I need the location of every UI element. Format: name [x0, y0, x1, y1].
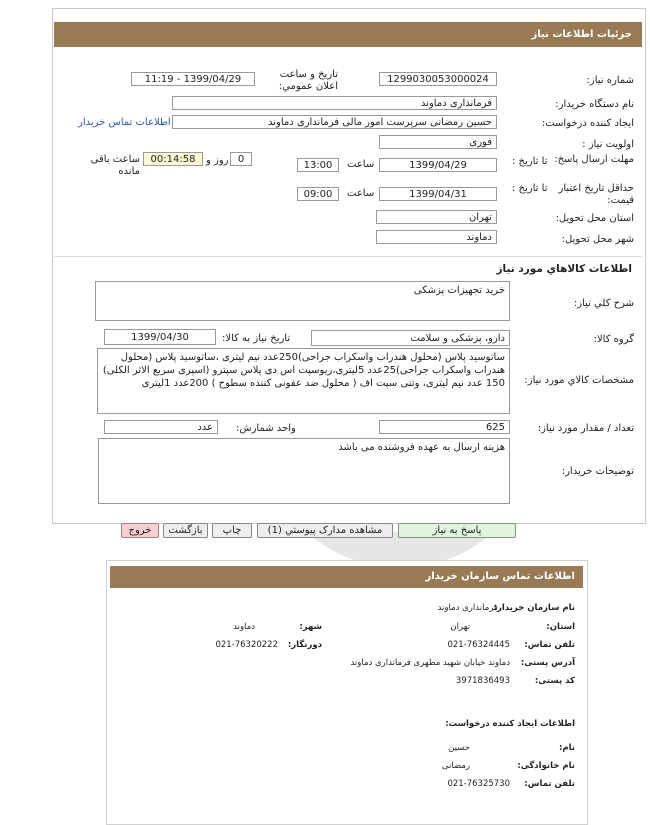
days-label: روز و	[206, 155, 229, 166]
contact-org-value: فرمانداری دماوند	[437, 603, 498, 613]
requester-field: حسین رمضانی سرپرست امور مالی فرمانداری دماوند	[172, 115, 497, 129]
buyer-org-field: فرمانداری دماوند	[172, 96, 497, 110]
requester-label: ايجاد کننده درخواست:	[541, 118, 634, 129]
specs-label: مشخصات کالاي مورد نياز:	[524, 375, 634, 386]
contact-fax-label: دورنگار:	[287, 640, 322, 650]
unit-label: واحد شمارش:	[236, 423, 296, 434]
qty-field: 625	[379, 420, 510, 434]
contact-city-label: شهر:	[299, 622, 322, 632]
contact-city-value: دماوند	[233, 622, 255, 632]
unit-field: عدد	[104, 420, 218, 434]
buyer-contact-link[interactable]: اطلاعات تماس خريدار	[78, 117, 171, 128]
creator-name-value: حسین	[448, 743, 470, 753]
province-field: تهران	[376, 210, 497, 224]
contact-panel	[106, 560, 588, 825]
province-label: استان محل تحويل:	[555, 213, 634, 224]
specs-field: ساتوسید پلاس (محلول هندراب واسکراب جراحی)250عدد نیم لیتری ،ساتوسید پلاس (محلول هندراب واسکراب جراحی)25عدد 5لیتری،ریوسپت اس دی پلاس سپترو (اسپری سریع الاثر الکلی) 150 عدد نیم لیتری، وتنی سپت اف ( محلول ضد عفونی کننده سطوح ) 200عدد 1لیتری	[97, 348, 510, 414]
announce-label: تاريخ و ساعت اعلان عمومي:	[278, 69, 338, 92]
buyer-org-label: نام دستگاه خريدار:	[555, 99, 634, 110]
priority-label: اولويت نياز :	[582, 139, 634, 150]
price-valid-date-field: 1399/04/31	[379, 187, 497, 201]
contact-address-label: آدرس پستی:	[520, 658, 575, 668]
contact-org-label: نام سازمان خریدار:	[493, 603, 575, 613]
general-desc-label: شرح کلي نياز:	[573, 298, 634, 309]
view-attachments-button[interactable]: مشاهده مدارک پيوستي (1)	[257, 523, 393, 538]
remaining-time-field: 00:14:58	[143, 152, 203, 166]
remaining-label: ساعت باقی مانده	[90, 154, 140, 177]
notes-label: توضيحات خريدار:	[561, 466, 634, 477]
divider	[54, 256, 642, 257]
price-valid-time-field: 09:00	[297, 187, 339, 201]
creator-family-label: نام خانوادگی:	[517, 761, 575, 771]
deadline-time-label: ساعت	[347, 159, 375, 170]
page-title: جزئيات اطلاعات نياز	[54, 22, 642, 47]
contact-title: اطلاعات تماس سازمان خریدار	[110, 566, 583, 588]
price-valid-until-label: تا تاريخ :	[512, 183, 548, 194]
city-label: شهر محل تحويل:	[561, 234, 634, 245]
price-valid-time-label: ساعت	[347, 188, 375, 199]
contact-postal-label: کد پستی:	[534, 676, 575, 686]
days-field: 0	[230, 152, 252, 166]
contact-fax-value: 021-76320222	[215, 640, 278, 650]
need-number-label: شماره نياز:	[586, 75, 634, 86]
contact-phone-value: 021-76324445	[447, 640, 510, 650]
print-button[interactable]: چاپ	[212, 523, 252, 538]
contact-province-value: تهران	[450, 622, 470, 632]
deadline-until-label: تا تاريخ :	[512, 156, 548, 167]
contact-province-label: استان:	[546, 622, 575, 632]
city-field: دماوند	[376, 230, 497, 244]
notes-field: هزینه ارسال به عهده فروشنده می باشد	[98, 438, 510, 504]
creator-phone-label: تلفن تماس:	[524, 779, 575, 789]
deadline-label: مهلت ارسال پاسخ:	[554, 154, 634, 165]
exit-button[interactable]: خروج	[121, 523, 159, 538]
qty-label: تعداد / مقدار مورد نياز:	[537, 423, 634, 434]
creator-phone-value: 021-76325730	[447, 779, 510, 789]
announce-field: 1399/04/29 - 11:19	[131, 72, 255, 86]
contact-postal-value: 3971836493	[455, 676, 510, 686]
general-desc-field: خرید تجهیزات پزشکی	[95, 281, 510, 321]
goods-section-title: اطلاعات کالاهاي مورد نياز	[496, 263, 632, 275]
need-number-field: 1299030053000024	[379, 72, 497, 86]
deadline-date-field: 1399/04/29	[379, 158, 497, 172]
back-button[interactable]: بازگشت	[163, 523, 208, 538]
contact-phone-label: تلفن تماس:	[524, 640, 575, 650]
creator-family-value: رمضانی	[441, 761, 470, 771]
deadline-time-field: 13:00	[297, 158, 339, 172]
need-date-field: 1399/04/30	[104, 329, 216, 345]
priority-field: فوری	[379, 135, 497, 149]
creator-title: اطلاعات ایجاد کننده درخواست:	[445, 719, 575, 729]
reply-button[interactable]: پاسخ به نياز	[398, 523, 516, 538]
need-date-label: تاريخ نياز به کالا:	[222, 333, 291, 344]
price-valid-label: حداقل تاريخ اعتبار قيمت:	[558, 183, 634, 206]
group-label: گروه کالا:	[593, 334, 634, 345]
group-field: دارو، پزشکی و سلامت	[311, 330, 510, 346]
contact-address-value: دماوند خیابان شهید مطهری فرمانداری دماوند	[350, 658, 510, 668]
creator-name-label: نام:	[558, 743, 575, 753]
